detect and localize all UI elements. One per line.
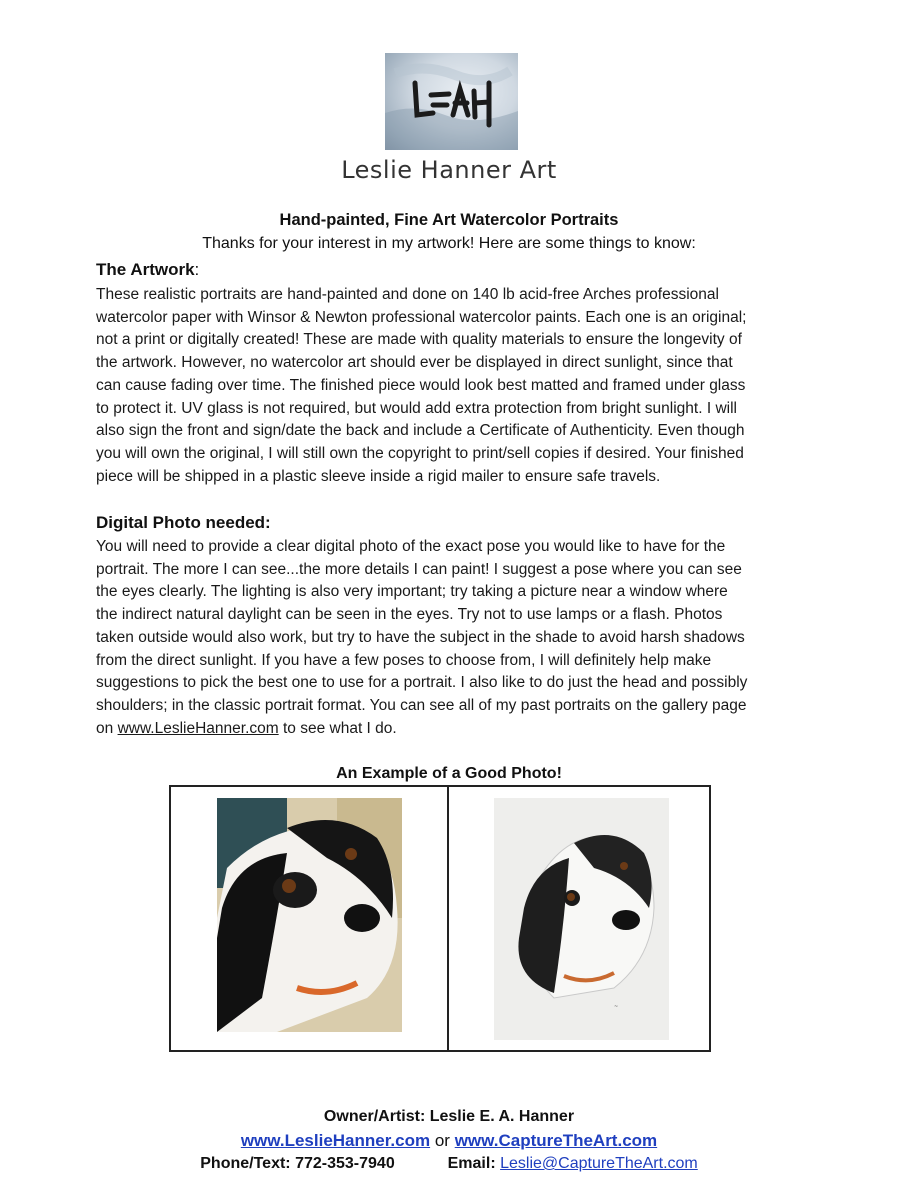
site-link-2[interactable]: www.CaptureTheArt.com xyxy=(454,1131,658,1150)
contact-line xyxy=(0,1155,898,1173)
dog-photo-icon xyxy=(217,798,402,1032)
email-label: Email: xyxy=(447,1155,496,1172)
email-link[interactable]: Leslie@CaptureTheArt.com xyxy=(500,1155,698,1172)
digital-body-text: You will need to provide a clear digital photo of the exact pose you would like to have for the portrait. The more I can see...the more details I can paint! I suggest a pose where you can see the eyes clearly. The lighting is also very important; try taking a picture near a window where the indirect natural daylight can be seen in the eyes. Try not to use lamps or a flash. Photos taken outside would also work, but try to have the subject in the shade to avoid harsh shadows from the direct sunlight. If you have a few poses to choose from, I will definitely help make suggestions to pick the best one to use for a portrait. I also like to do just the head and possibly shoulders; in the classic portrait format. You can see all of my past portraits on the gallery page on xyxy=(96,538,748,737)
dog-watercolor-portrait-icon xyxy=(494,798,669,1040)
or-text: or xyxy=(434,1131,450,1150)
site-link-1[interactable]: www.LeslieHanner.com xyxy=(240,1131,431,1150)
artwork-heading-colon: : xyxy=(194,260,200,279)
artwork-heading-text: The Artwork xyxy=(96,260,195,279)
digital-body-end: to see what I do. xyxy=(278,719,397,737)
artwork-body: These realistic portraits are hand-painted and done on 140 lb acid-free Arches professional watercolor paper with Winsor & Newton professional watercolor paints. Each one is an original; not a print or digitally created! These are made with quality materials to ensure the longevity of the artwork. However, no watercolor art should ever be displayed in direct sunlight, since that can cause fading over time. The finished piece would look best matted and framed under glass to protect it. UV glass is not required, but would add extra protection from bright sunlight. I will also sign the front and sign/date the back and include a Certificate of Authenticity. Even though you will own the original, I will still own the copyright to print/sell copies if desired. Your finished piece will be shipped in a plastic sleeve inside a rigid mailer to ensure safe travels. xyxy=(96,286,747,485)
intro-text: Thanks for your interest in my artwork! Here are some things to know: xyxy=(202,235,696,252)
watercolor-logo xyxy=(385,53,518,150)
brand-name: Leslie Hanner Art xyxy=(341,156,557,184)
example-title: An Example of a Good Photo! xyxy=(336,765,562,782)
example-table xyxy=(169,785,711,1052)
websites-line xyxy=(0,1131,898,1151)
artwork-heading xyxy=(96,260,199,280)
table-divider xyxy=(447,787,449,1050)
page-title: Hand-painted, Fine Art Watercolor Portraits xyxy=(279,211,619,229)
signature-mark: ~ xyxy=(614,1004,619,1010)
digital-heading: Digital Photo needed: xyxy=(96,513,271,532)
phone-text: Phone/Text: 772-353-7940 xyxy=(200,1155,395,1172)
gallery-link[interactable]: www.LeslieHanner.com xyxy=(117,719,279,737)
digital-body xyxy=(96,536,808,740)
owner-line: Owner/Artist: Leslie E. A. Hanner xyxy=(323,1108,575,1125)
